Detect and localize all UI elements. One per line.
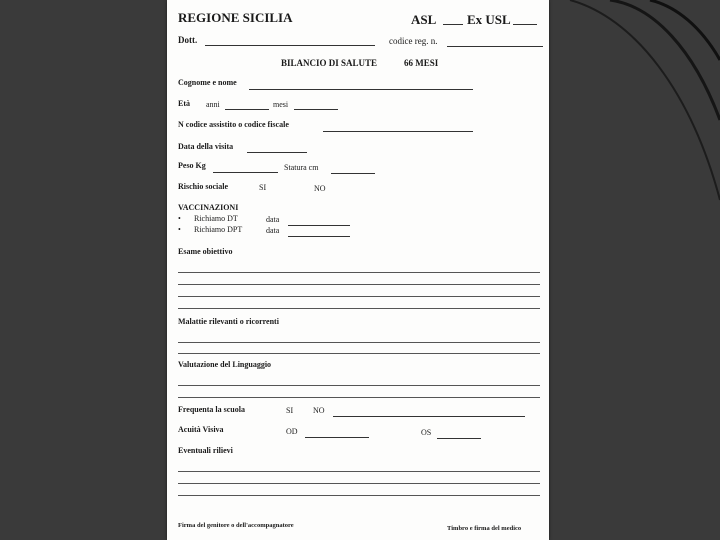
- form-title: BILANCIO DI SALUTE: [281, 58, 378, 68]
- eventuali-rilievi-label: Eventuali rilievi: [178, 446, 233, 455]
- firma-genitore-label: Firma del genitore o dell'accompagnatore: [178, 522, 294, 529]
- rischio-si: SI: [259, 183, 267, 192]
- anni-field-line: [225, 109, 269, 110]
- decorative-background-arcs: [550, 0, 720, 540]
- od-field-line: [305, 437, 369, 438]
- linguaggio-label: Valutazione del Linguaggio: [178, 360, 272, 369]
- vaccine-bullet: •: [178, 214, 181, 223]
- vaccine-label-dt: Richiamo DT: [194, 214, 238, 223]
- statura-field-line: [331, 173, 375, 174]
- cognome-label: Cognome e nome: [178, 78, 237, 87]
- eta-label: Età: [178, 99, 190, 108]
- region-title: REGIONE SICILIA: [178, 10, 293, 25]
- data-visita-field-line: [247, 152, 307, 153]
- cognome-field-line: [249, 89, 473, 90]
- anni-label: anni: [206, 100, 220, 109]
- data-visita-label: Data della visita: [178, 142, 234, 151]
- od-label: OD: [286, 427, 298, 436]
- codice-reg-field-line: [447, 46, 543, 47]
- scuola-no: NO: [313, 406, 325, 415]
- os-field-line: [437, 438, 481, 439]
- ex-usl-label: Ex USL: [467, 12, 511, 27]
- vaccine-data-label: data: [266, 226, 280, 235]
- scuola-si: SI: [286, 406, 294, 415]
- mesi-field-line: [294, 109, 338, 110]
- ex-usl-field-line: [513, 24, 537, 25]
- ruled-line: [178, 495, 540, 496]
- malattie-label: Malattie rilevanti o ricorrenti: [178, 317, 279, 326]
- ruled-line: [178, 308, 540, 309]
- codice-fiscale-field-line: [323, 131, 473, 132]
- ruled-line: [178, 397, 540, 398]
- asl-label: ASL: [411, 12, 437, 27]
- rischio-no: NO: [314, 184, 326, 193]
- ruled-line: [178, 353, 540, 354]
- acuita-visiva-label: Acuità Visiva: [178, 425, 224, 434]
- codice-reg-label: codice reg. n.: [389, 36, 438, 46]
- vaccine-data-field-line: [288, 225, 350, 226]
- ruled-line: [178, 342, 540, 343]
- dott-label: Dott.: [178, 35, 198, 45]
- esame-obiettivo-label: Esame obiettivo: [178, 247, 233, 256]
- dott-field-line: [205, 45, 375, 46]
- scuola-field-line: [333, 416, 525, 417]
- codice-fiscale-label: N codice assistito o codice fiscale: [178, 120, 289, 129]
- os-label: OS: [421, 428, 432, 437]
- peso-field-line: [213, 172, 278, 173]
- ruled-line: [178, 272, 540, 273]
- peso-label: Peso Kg: [178, 161, 206, 170]
- vaccine-bullet: •: [178, 225, 181, 234]
- ruled-line: [178, 483, 540, 484]
- asl-field-line: [443, 24, 463, 25]
- rischio-sociale-label: Rischio sociale: [178, 182, 228, 191]
- vaccine-data-label: data: [266, 215, 280, 224]
- timbro-medico-label: Timbro e firma del medico: [447, 525, 522, 532]
- form-age: 66 MESI: [404, 58, 439, 68]
- ruled-line: [178, 471, 540, 472]
- ruled-line: [178, 284, 540, 285]
- vaccine-data-field-line: [288, 236, 350, 237]
- vaccinazioni-heading: VACCINAZIONI: [178, 203, 239, 212]
- health-assessment-form: [167, 0, 549, 540]
- statura-label: Statura cm: [284, 163, 319, 172]
- frequenta-scuola-label: Frequenta la scuola: [178, 405, 245, 414]
- mesi-label: mesi: [273, 100, 289, 109]
- vaccine-label-dpt: Richiamo DPT: [194, 225, 243, 234]
- ruled-line: [178, 385, 540, 386]
- ruled-line: [178, 296, 540, 297]
